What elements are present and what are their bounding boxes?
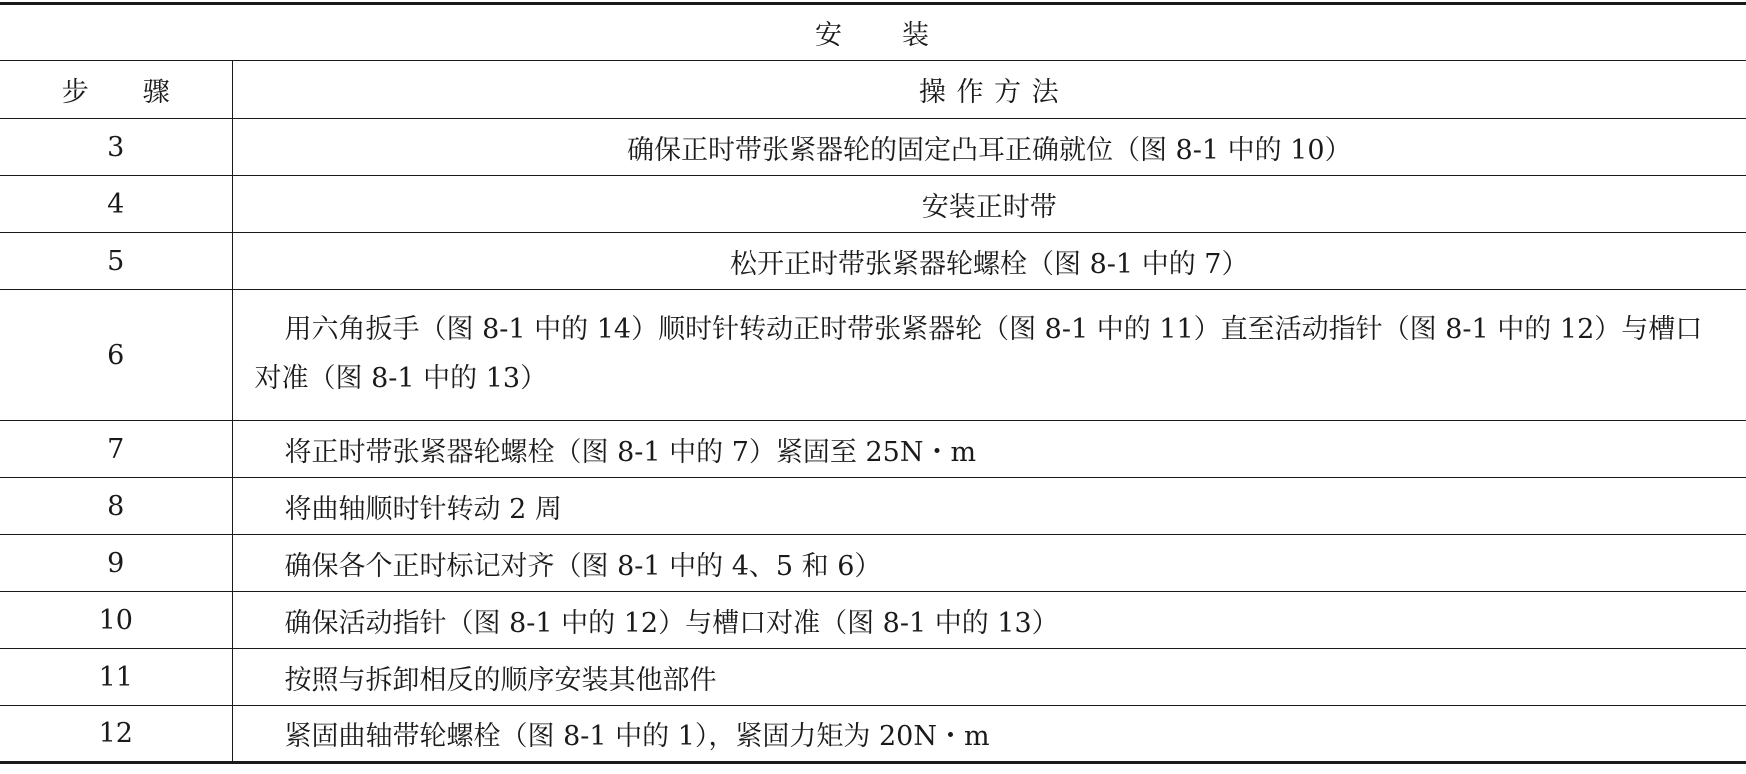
table-row [0, 233, 1746, 290]
table-row [0, 290, 1746, 421]
method-text: 确保各个正时标记对齐（图 8-1 中的 4、5 和 6） [232, 535, 1746, 592]
method-text: 将正时带张紧器轮螺栓（图 8-1 中的 7）紧固至 25N・m [232, 421, 1746, 478]
step-number: 3 [0, 119, 232, 176]
method-text: 按照与拆卸相反的顺序安装其他部件 [232, 649, 1746, 706]
table-header-row [0, 61, 1746, 119]
method-text: 确保活动指针（图 8-1 中的 12）与槽口对准（图 8-1 中的 13） [232, 592, 1746, 649]
step-number: 10 [0, 592, 232, 649]
step-number: 7 [0, 421, 232, 478]
method-text: 安装正时带 [232, 176, 1746, 233]
step-number: 6 [0, 290, 232, 421]
method-text: 确保正时带张紧器轮的固定凸耳正确就位（图 8-1 中的 10） [232, 119, 1746, 176]
table-row [0, 119, 1746, 176]
header-step: 步 骤 [0, 61, 232, 119]
table-row [0, 176, 1746, 233]
table-row [0, 478, 1746, 535]
table-row [0, 592, 1746, 649]
table-title-row [0, 4, 1746, 61]
step-number: 12 [0, 706, 232, 763]
method-text: 用六角扳手（图 8-1 中的 14）顺时针转动正时带张紧器轮（图 8-1 中的 11）直至活动指针（图 8-1 中的 12）与槽口对准（图 8-1 中的 13） [232, 290, 1746, 421]
step-number: 5 [0, 233, 232, 290]
step-number: 11 [0, 649, 232, 706]
table-row [0, 706, 1746, 763]
header-method: 操 作 方 法 [232, 61, 1746, 119]
method-text: 紧固曲轴带轮螺栓（图 8-1 中的 1），紧固力矩为 20N・m [232, 706, 1746, 763]
method-text: 松开正时带张紧器轮螺栓（图 8-1 中的 7） [232, 233, 1746, 290]
step-number: 4 [0, 176, 232, 233]
installation-table [0, 2, 1746, 764]
table-row [0, 649, 1746, 706]
step-number: 9 [0, 535, 232, 592]
table-row [0, 421, 1746, 478]
table-title: 安 装 [0, 4, 1746, 61]
step-number: 8 [0, 478, 232, 535]
method-text: 将曲轴顺时针转动 2 周 [232, 478, 1746, 535]
table-row [0, 535, 1746, 592]
